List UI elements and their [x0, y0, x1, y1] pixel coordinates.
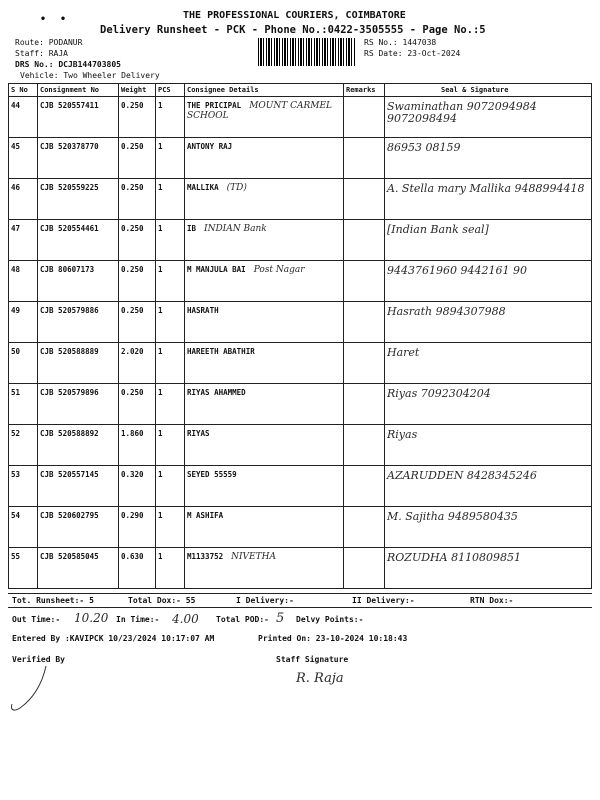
cell-remarks	[344, 548, 385, 589]
verified-signature-scribble	[6, 664, 56, 714]
ii-delivery: II Delivery:-	[352, 596, 415, 605]
cell-pcs: 1	[156, 179, 185, 220]
cell-seal-signature: Haret	[385, 343, 592, 384]
col-consignment: Consignment No	[38, 84, 119, 97]
cell-weight: 0.250	[119, 179, 156, 220]
table-row	[9, 220, 592, 261]
cell-pcs: 1	[156, 548, 185, 589]
table-row	[9, 179, 592, 220]
cell-cno: CJB 520378770	[38, 138, 119, 179]
cell-seal-signature: Riyas	[385, 425, 592, 466]
cell-cno: CJB 80607173	[38, 261, 119, 302]
consignee-handwritten-note: MOUNT CARMEL SCHOOL	[187, 101, 333, 121]
cell-pcs: 1	[156, 97, 185, 138]
cell-consignee	[185, 548, 344, 589]
cell-pcs: 1	[156, 425, 185, 466]
cell-weight: 0.320	[119, 466, 156, 507]
cell-seal-signature: 86953 08159	[385, 138, 592, 179]
consignee-name: MALLIKA	[187, 183, 219, 192]
cell-weight: 0.250	[119, 138, 156, 179]
table-row	[9, 302, 592, 343]
cell-sno: 44	[9, 97, 38, 138]
consignee-name: ANTONY RAJ	[187, 142, 233, 151]
dot-mark-2: •	[60, 14, 67, 25]
cell-cno: CJB 520557145	[38, 466, 119, 507]
cell-remarks	[344, 97, 385, 138]
cell-seal-signature: Riyas 7092304204	[385, 384, 592, 425]
cell-remarks	[344, 179, 385, 220]
consignee-name: M MANJULA BAI	[187, 265, 246, 274]
cell-remarks	[344, 138, 385, 179]
consignee-name: M1133752	[187, 552, 224, 561]
staff-signature-hand: R. Raja	[296, 671, 344, 686]
cell-remarks	[344, 507, 385, 548]
cell-cno: CJB 520557411	[38, 97, 119, 138]
consignee-name: HAREETH ABATHIR	[187, 347, 255, 356]
cell-weight: 0.250	[119, 384, 156, 425]
cell-seal-signature: AZARUDDEN 8428345246	[385, 466, 592, 507]
company-name: THE PROFESSIONAL COURIERS, COIMBATORE	[183, 10, 406, 21]
table-row	[9, 343, 592, 384]
cell-pcs: 1	[156, 384, 185, 425]
cell-weight: 0.250	[119, 220, 156, 261]
total-pod-value: 5	[276, 611, 285, 626]
cell-sno: 47	[9, 220, 38, 261]
cell-cno: CJB 520588892	[38, 425, 119, 466]
table-row	[9, 138, 592, 179]
consignee-name: HASRATH	[187, 306, 219, 315]
dot-mark-1: •	[40, 14, 47, 25]
in-time-label: In Time:-	[116, 615, 160, 624]
cell-remarks	[344, 302, 385, 343]
col-seal-signature: Seal & Signature	[385, 84, 592, 97]
cell-cno: CJB 520602795	[38, 507, 119, 548]
consignee-name: M ASHIFA	[187, 511, 224, 520]
table-row	[9, 384, 592, 425]
col-consignee: Consignee Details	[185, 84, 344, 97]
cell-remarks	[344, 466, 385, 507]
table-row	[9, 425, 592, 466]
cell-sno: 52	[9, 425, 38, 466]
table-row	[9, 466, 592, 507]
cell-pcs: 1	[156, 138, 185, 179]
vehicle-label: Vehicle: Two Wheeler Delivery	[20, 71, 160, 80]
total-dox: Total Dox:- 55	[128, 596, 196, 605]
cell-seal-signature: 9443761960 9442161 90	[385, 261, 592, 302]
table-header-row	[9, 84, 592, 97]
out-time-value: 10.20	[74, 611, 109, 625]
i-delivery: I Delivery:-	[236, 596, 294, 605]
table-row	[9, 548, 592, 589]
staff-label: Staff: RAJA	[15, 49, 68, 58]
total-pod-label: Total POD:-	[216, 615, 269, 624]
rs-number: RS No.: 1447038	[364, 38, 437, 47]
cell-seal-signature: Hasrath 9894307988	[385, 302, 592, 343]
cell-seal-signature: [Indian Bank seal]	[385, 220, 592, 261]
footer-divider-top	[8, 593, 592, 594]
cell-weight: 0.250	[119, 261, 156, 302]
cell-weight: 2.020	[119, 343, 156, 384]
col-remarks: Remarks	[344, 84, 385, 97]
cell-seal-signature: M. Sajitha 9489580435	[385, 507, 592, 548]
cell-consignee	[185, 507, 344, 548]
barcode-image	[258, 38, 356, 66]
delvy-points: Delvy Points:-	[296, 615, 364, 624]
cell-sno: 50	[9, 343, 38, 384]
cell-consignee	[185, 425, 344, 466]
consignee-handwritten-note: NIVETHA	[231, 552, 276, 562]
cell-consignee	[185, 138, 344, 179]
rs-date: RS Date: 23-Oct-2024	[364, 49, 461, 58]
cell-cno: CJB 520579896	[38, 384, 119, 425]
cell-cno: CJB 520579886	[38, 302, 119, 343]
cell-sno: 55	[9, 548, 38, 589]
cell-pcs: 1	[156, 343, 185, 384]
out-time-label: Out Time:-	[12, 615, 61, 624]
tot-runsheet: Tot. Runsheet:- 5	[12, 596, 94, 605]
consignee-handwritten-note: INDIAN Bank	[204, 224, 267, 234]
cell-sno: 51	[9, 384, 38, 425]
cell-remarks	[344, 384, 385, 425]
col-weight: Weight	[119, 84, 156, 97]
cell-remarks	[344, 425, 385, 466]
cell-cno: CJB 520588889	[38, 343, 119, 384]
cell-cno: CJB 520554461	[38, 220, 119, 261]
cell-sno: 46	[9, 179, 38, 220]
cell-sno: 49	[9, 302, 38, 343]
cell-seal-signature: ROZUDHA 8110809851	[385, 548, 592, 589]
consignee-name: THE PRICIPAL	[187, 101, 242, 110]
cell-pcs: 1	[156, 507, 185, 548]
cell-consignee	[185, 302, 344, 343]
cell-sno: 45	[9, 138, 38, 179]
cell-pcs: 1	[156, 466, 185, 507]
cell-consignee	[185, 220, 344, 261]
consignee-name: IB	[187, 224, 197, 233]
consignee-name: RIYAS	[187, 429, 210, 438]
cell-remarks	[344, 261, 385, 302]
cell-consignee	[185, 343, 344, 384]
cell-consignee	[185, 261, 344, 302]
cell-weight: 0.250	[119, 302, 156, 343]
cell-pcs: 1	[156, 220, 185, 261]
col-pcs: PCS	[156, 84, 185, 97]
cell-cno: CJB 520559225	[38, 179, 119, 220]
table-row	[9, 97, 592, 138]
cell-weight: 0.290	[119, 507, 156, 548]
cell-sno: 54	[9, 507, 38, 548]
cell-remarks	[344, 220, 385, 261]
printed-on: Printed On: 23-10-2024 10:18:43	[258, 634, 408, 643]
consignee-handwritten-note: Post Nagar	[253, 265, 305, 275]
in-time-value: 4.00	[172, 612, 199, 626]
table-row	[9, 507, 592, 548]
consignee-name: RIYAS AHAMMED	[187, 388, 246, 397]
cell-consignee	[185, 179, 344, 220]
table-row	[9, 261, 592, 302]
cell-remarks	[344, 343, 385, 384]
cell-pcs: 1	[156, 261, 185, 302]
cell-consignee	[185, 97, 344, 138]
rtn-dox: RTN Dox:-	[470, 596, 514, 605]
cell-weight: 0.630	[119, 548, 156, 589]
cell-pcs: 1	[156, 302, 185, 343]
footer-divider-mid	[8, 607, 592, 608]
entered-by: Entered By :KAVIPCK 10/23/2024 10:17:07 AM	[12, 634, 215, 643]
cell-sno: 53	[9, 466, 38, 507]
route-label: Route: PODANUR	[15, 38, 83, 47]
consignee-name: SEYED 55559	[187, 470, 237, 479]
cell-weight: 0.250	[119, 97, 156, 138]
cell-sno: 48	[9, 261, 38, 302]
cell-seal-signature: A. Stella mary Mallika 9488994418	[385, 179, 592, 220]
cell-consignee	[185, 466, 344, 507]
cell-cno: CJB 520585045	[38, 548, 119, 589]
page-title: Delivery Runsheet - PCK - Phone No.:0422-3505555 - Page No.:5	[100, 24, 486, 36]
cell-weight: 1.860	[119, 425, 156, 466]
cell-consignee	[185, 384, 344, 425]
col-sno: S No	[9, 84, 38, 97]
staff-signature-label: Staff Signature	[276, 655, 349, 664]
runsheet-table	[8, 83, 592, 589]
cell-seal-signature: Swaminathan 9072094984 9072098494	[385, 97, 592, 138]
consignee-handwritten-note: (TD)	[226, 183, 247, 193]
verified-by: Verified By	[12, 655, 65, 664]
drs-number: DRS No.: DCJB144703805	[15, 60, 121, 69]
